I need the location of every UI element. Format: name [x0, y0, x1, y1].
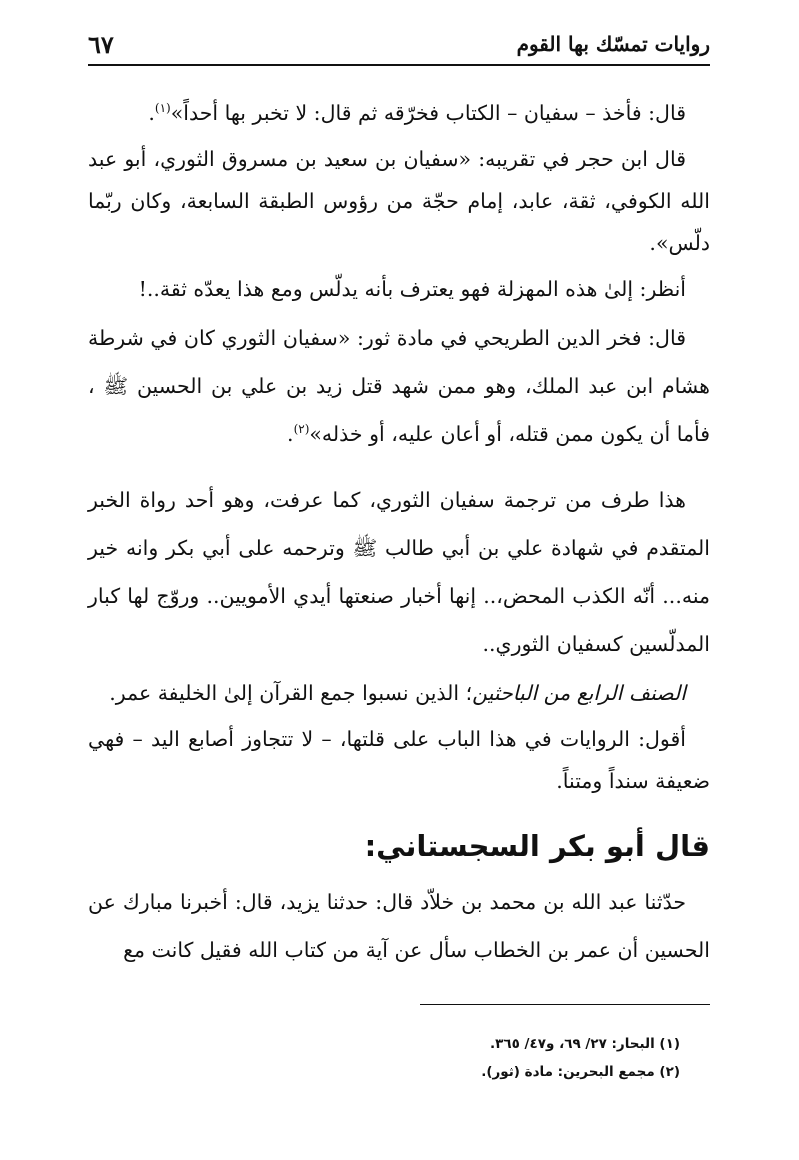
paragraph-6	[88, 672, 710, 714]
paragraph-5: هذا طرف من ترجمة سفيان الثوري، كما عرفت، وهو أحد رواة الخبر المتقدم في شهادة علي بن أبي طالب ﷺ وترحمه على أبي بكر وانه خير منه... أنّه الكذب المحض،.. إنها أخبار صنعتها أيدي الأمويين.. وروّج لها كبار المدلّسين كسفيان الثوري..	[88, 488, 710, 656]
page-number: ٦٧	[88, 30, 114, 59]
footnote-divider	[420, 1004, 710, 1005]
footnote-ref-1: (١)	[154, 101, 171, 116]
paragraph-3: أنظر: إلىٰ هذه المهزلة فهو يعترف بأنه يدلّس ومع هذا يعدّه ثقة..!	[138, 277, 686, 301]
category-label: الصنف الرابع من الباحثين	[472, 681, 686, 705]
main-text	[88, 92, 710, 978]
paragraph-1	[88, 92, 710, 134]
paragraph-1-end: .	[148, 101, 155, 125]
paragraph-4	[88, 314, 710, 458]
footnote-1: (١) البحار: ٢٧/ ٦٩، و٤٧/ ٣٦٥.	[489, 1036, 680, 1052]
paragraph-6-text: ؛ الذين نسبوا جمع القرآن إلىٰ الخليفة عمر.	[109, 681, 473, 705]
page-header	[88, 30, 710, 66]
footnotes	[88, 1030, 680, 1086]
paragraph-7: أقول: الروايات في هذا الباب على قلتها، – لا تتجاوز أصابع اليد – فهي ضعيفة سنداً ومتناً.	[88, 727, 710, 793]
section-heading: قال أبو بكر السجستاني:	[364, 829, 710, 863]
paragraph-1-text: قال: فأخذ – سفيان – الكتاب فخرّقه ثم قال: لا تخبر بها أحداً»	[170, 101, 686, 125]
paragraph-4-end: .	[287, 422, 294, 446]
running-title: روايات تمسّك بها القوم	[516, 32, 710, 56]
paragraph-8: حدّثنا عبد الله بن محمد بن خلاّد قال: حدثنا يزيد، قال: أخبرنا مبارك عن الحسين أن عمر بن الخطاب سأل عن آية من كتاب الله فقيل كانت مع	[88, 890, 710, 962]
paragraph-4-text: قال: فخر الدين الطريحي في مادة ثور: «سفيان الثوري كان في شرطة هشام ابن عبد الملك، وهو ممن شهد قتل زيد بن علي بن الحسين ﷺ ، فأما أن يكون ممن قتله، أو أعان عليه، أو خذله»	[88, 326, 710, 446]
footnote-2: (٢) مجمع البحرين: مادة (ثور).	[481, 1064, 680, 1080]
paragraph-2: قال ابن حجر في تقريبه: «سفيان بن سعيد بن مسروق الثوري، أبو عبد الله الكوفي، ثقة، عابد، إمام حجّة من رؤوس الطبقة السابعة، وكان ربّما دلّس».	[88, 147, 710, 255]
footnote-ref-2: (٢)	[293, 422, 310, 437]
